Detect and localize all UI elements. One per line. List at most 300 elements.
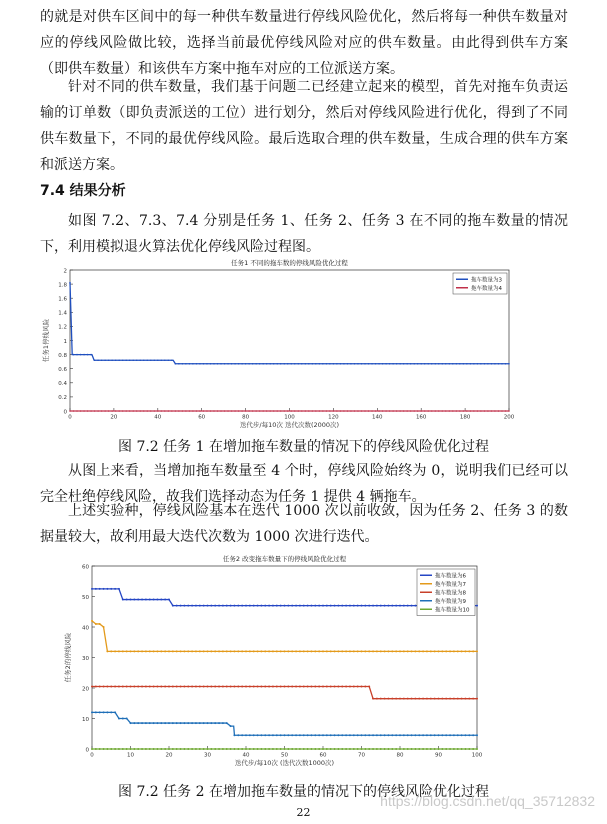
x-tick-label: 80 bbox=[242, 414, 250, 421]
data-point bbox=[149, 685, 151, 687]
data-point bbox=[110, 588, 112, 590]
data-point bbox=[457, 698, 459, 700]
data-point bbox=[156, 722, 158, 724]
data-point bbox=[372, 650, 374, 652]
data-point bbox=[343, 363, 345, 365]
data-point bbox=[195, 685, 197, 687]
data-point bbox=[172, 605, 174, 607]
data-point bbox=[291, 685, 293, 687]
data-point bbox=[143, 359, 145, 361]
data-point bbox=[108, 359, 110, 361]
data-point bbox=[468, 698, 470, 700]
data-point bbox=[141, 650, 143, 652]
data-point bbox=[312, 363, 314, 365]
data-point bbox=[110, 685, 112, 687]
data-point bbox=[257, 748, 259, 750]
data-point bbox=[87, 410, 89, 412]
data-point bbox=[175, 410, 177, 412]
data-point bbox=[153, 359, 155, 361]
data-point bbox=[357, 605, 359, 607]
data-point bbox=[268, 685, 270, 687]
data-point bbox=[350, 363, 352, 365]
data-point bbox=[449, 650, 451, 652]
data-point bbox=[411, 605, 413, 607]
data-point bbox=[272, 650, 274, 652]
data-point bbox=[303, 685, 305, 687]
data-point bbox=[314, 734, 316, 736]
data-point bbox=[187, 722, 189, 724]
data-point bbox=[249, 650, 251, 652]
data-point bbox=[237, 605, 239, 607]
data-point bbox=[476, 698, 478, 700]
data-point bbox=[341, 650, 343, 652]
data-point bbox=[253, 748, 255, 750]
x-tick-label: 70 bbox=[358, 752, 365, 759]
data-point bbox=[334, 685, 336, 687]
data-point bbox=[368, 410, 370, 412]
data-point bbox=[245, 685, 247, 687]
data-point bbox=[452, 410, 454, 412]
data-point bbox=[156, 748, 158, 750]
data-point bbox=[180, 685, 182, 687]
data-point bbox=[426, 698, 428, 700]
data-point bbox=[141, 685, 143, 687]
data-point bbox=[284, 650, 286, 652]
data-point bbox=[94, 410, 96, 412]
x-tick-label: 90 bbox=[435, 752, 442, 759]
data-point bbox=[183, 722, 185, 724]
data-point bbox=[287, 685, 289, 687]
data-point bbox=[361, 605, 363, 607]
data-point bbox=[262, 410, 264, 412]
data-point bbox=[226, 650, 228, 652]
data-point bbox=[457, 650, 459, 652]
x-tick-label: 180 bbox=[459, 414, 471, 421]
data-point bbox=[350, 410, 352, 412]
data-point bbox=[480, 363, 482, 365]
data-point bbox=[210, 722, 212, 724]
data-point bbox=[220, 410, 222, 412]
data-point bbox=[268, 650, 270, 652]
y-tick-label: 0 bbox=[63, 409, 67, 416]
data-point bbox=[108, 410, 110, 412]
data-point bbox=[276, 748, 278, 750]
data-point bbox=[445, 748, 447, 750]
data-point bbox=[334, 605, 336, 607]
data-point bbox=[164, 685, 166, 687]
data-point bbox=[97, 359, 99, 361]
data-point bbox=[308, 363, 310, 365]
data-point bbox=[418, 698, 420, 700]
data-point bbox=[218, 748, 220, 750]
data-point bbox=[114, 588, 116, 590]
data-point bbox=[203, 685, 205, 687]
data-point bbox=[449, 363, 451, 365]
data-point bbox=[133, 685, 135, 687]
data-point bbox=[368, 685, 370, 687]
data-point bbox=[330, 605, 332, 607]
data-point bbox=[195, 722, 197, 724]
data-point bbox=[106, 711, 108, 713]
data-point bbox=[470, 363, 472, 365]
data-point bbox=[391, 605, 393, 607]
paragraph-intro: 的就是对供车区间中的每一种供车数量进行停线风险优化，然后将每一种供车数量对应的停线风险做比较，选择当前最优停线风险对应的供车数量。由此得到供车方案（即供车数量）和该供车方案中拖车对应的工位派送方案。 bbox=[40, 9, 568, 77]
data-point bbox=[132, 410, 134, 412]
y-tick-label: 40 bbox=[82, 625, 89, 632]
data-point bbox=[237, 734, 239, 736]
data-point bbox=[203, 650, 205, 652]
series-3 bbox=[91, 685, 478, 699]
data-point bbox=[73, 354, 75, 356]
data-point bbox=[310, 685, 312, 687]
data-point bbox=[283, 363, 285, 365]
data-point bbox=[472, 748, 474, 750]
data-point bbox=[466, 410, 468, 412]
x-tick-label: 30 bbox=[204, 752, 211, 759]
data-point bbox=[182, 410, 184, 412]
data-point bbox=[431, 363, 433, 365]
data-point bbox=[266, 410, 268, 412]
data-point bbox=[372, 734, 374, 736]
data-point bbox=[349, 685, 351, 687]
data-point bbox=[326, 685, 328, 687]
data-point bbox=[226, 685, 228, 687]
data-point bbox=[414, 650, 416, 652]
data-point bbox=[260, 650, 262, 652]
data-point bbox=[206, 410, 208, 412]
data-point bbox=[314, 748, 316, 750]
series-line bbox=[92, 686, 477, 698]
data-point bbox=[420, 363, 422, 365]
data-point bbox=[257, 734, 259, 736]
y-tick-label: 60 bbox=[82, 564, 89, 571]
data-point bbox=[187, 650, 189, 652]
data-point bbox=[307, 748, 309, 750]
data-point bbox=[453, 698, 455, 700]
data-point bbox=[464, 748, 466, 750]
data-point bbox=[130, 685, 132, 687]
data-point bbox=[99, 711, 101, 713]
data-point bbox=[268, 748, 270, 750]
data-point bbox=[213, 410, 215, 412]
data-point bbox=[322, 748, 324, 750]
data-point bbox=[376, 748, 378, 750]
data-point bbox=[424, 410, 426, 412]
data-point bbox=[230, 650, 232, 652]
data-point bbox=[387, 650, 389, 652]
data-point bbox=[218, 722, 220, 724]
data-point bbox=[372, 748, 374, 750]
data-point bbox=[307, 650, 309, 652]
data-point bbox=[364, 650, 366, 652]
data-point bbox=[330, 748, 332, 750]
data-point bbox=[318, 685, 320, 687]
data-point bbox=[284, 685, 286, 687]
data-point bbox=[210, 748, 212, 750]
data-point bbox=[337, 685, 339, 687]
data-point bbox=[153, 599, 155, 601]
data-point bbox=[110, 650, 112, 652]
data-point bbox=[310, 734, 312, 736]
data-point bbox=[214, 685, 216, 687]
data-point bbox=[347, 363, 349, 365]
data-point bbox=[414, 698, 416, 700]
data-point bbox=[334, 734, 336, 736]
data-point bbox=[438, 650, 440, 652]
data-point bbox=[299, 685, 301, 687]
data-point bbox=[118, 718, 120, 720]
data-point bbox=[264, 734, 266, 736]
data-point bbox=[422, 734, 424, 736]
data-point bbox=[126, 718, 128, 720]
data-point bbox=[305, 363, 307, 365]
data-point bbox=[106, 748, 108, 750]
data-point bbox=[431, 410, 433, 412]
legend-label: 拖车数量为7 bbox=[435, 582, 466, 588]
x-axis-label: 迭代步/每10次 (迭代次数1000次) bbox=[234, 759, 335, 767]
data-point bbox=[290, 410, 292, 412]
series-2 bbox=[91, 620, 478, 653]
data-point bbox=[399, 650, 401, 652]
data-point bbox=[461, 698, 463, 700]
data-point bbox=[257, 685, 259, 687]
legend-label: 拖车数量为4 bbox=[471, 286, 502, 292]
data-point bbox=[399, 748, 401, 750]
data-point bbox=[376, 605, 378, 607]
data-point bbox=[410, 363, 412, 365]
data-point bbox=[189, 410, 191, 412]
data-point bbox=[118, 650, 120, 652]
data-point bbox=[189, 363, 191, 365]
data-point bbox=[264, 748, 266, 750]
data-point bbox=[399, 734, 401, 736]
data-point bbox=[257, 605, 259, 607]
data-point bbox=[122, 410, 124, 412]
data-point bbox=[176, 650, 178, 652]
data-point bbox=[262, 363, 264, 365]
data-point bbox=[207, 748, 209, 750]
data-point bbox=[199, 748, 201, 750]
legend-label: 拖车数量为3 bbox=[471, 277, 502, 284]
data-point bbox=[106, 685, 108, 687]
data-point bbox=[291, 650, 293, 652]
chart-title: 任务2 改变拖车数量下的停线风险优化过程 bbox=[222, 555, 347, 563]
data-point bbox=[280, 685, 282, 687]
data-point bbox=[361, 650, 363, 652]
data-point bbox=[477, 410, 479, 412]
data-point bbox=[146, 359, 148, 361]
data-point bbox=[407, 605, 409, 607]
data-point bbox=[125, 359, 127, 361]
data-point bbox=[411, 650, 413, 652]
figure-2-chart bbox=[54, 552, 494, 768]
data-point bbox=[505, 363, 507, 365]
data-point bbox=[330, 685, 332, 687]
data-point bbox=[175, 363, 177, 365]
data-point bbox=[97, 410, 99, 412]
data-point bbox=[133, 599, 135, 601]
data-point bbox=[457, 748, 459, 750]
data-point bbox=[375, 363, 377, 365]
data-point bbox=[149, 722, 151, 724]
data-point bbox=[231, 363, 233, 365]
data-point bbox=[276, 410, 278, 412]
data-point bbox=[101, 359, 103, 361]
data-point bbox=[183, 685, 185, 687]
chart-title: 任务1 不同的拖车数的停线风险优化过程 bbox=[231, 259, 348, 267]
data-point bbox=[476, 748, 478, 750]
data-point bbox=[403, 410, 405, 412]
data-point bbox=[480, 410, 482, 412]
data-point bbox=[249, 685, 251, 687]
y-tick-label: 0 bbox=[85, 747, 89, 754]
data-point bbox=[378, 363, 380, 365]
x-tick-label: 10 bbox=[127, 752, 134, 759]
data-point bbox=[434, 650, 436, 652]
data-point bbox=[136, 359, 138, 361]
data-point bbox=[241, 363, 243, 365]
data-point bbox=[330, 734, 332, 736]
data-point bbox=[106, 650, 108, 652]
data-point bbox=[272, 605, 274, 607]
data-point bbox=[378, 410, 380, 412]
data-point bbox=[414, 734, 416, 736]
data-point bbox=[226, 722, 228, 724]
data-point bbox=[410, 410, 412, 412]
data-point bbox=[403, 734, 405, 736]
data-point bbox=[183, 605, 185, 607]
data-point bbox=[334, 650, 336, 652]
data-point bbox=[103, 711, 105, 713]
data-point bbox=[83, 354, 85, 356]
data-point bbox=[214, 748, 216, 750]
data-point bbox=[217, 410, 219, 412]
data-point bbox=[384, 605, 386, 607]
x-tick-label: 50 bbox=[281, 752, 288, 759]
legend-label: 拖车数量为6 bbox=[435, 573, 466, 580]
data-point bbox=[340, 410, 342, 412]
data-point bbox=[368, 734, 370, 736]
data-point bbox=[245, 734, 247, 736]
data-point bbox=[115, 410, 117, 412]
data-point bbox=[217, 363, 219, 365]
data-point bbox=[164, 599, 166, 601]
data-point bbox=[430, 734, 432, 736]
data-point bbox=[110, 748, 112, 750]
data-point bbox=[395, 605, 397, 607]
data-point bbox=[253, 734, 255, 736]
data-point bbox=[468, 734, 470, 736]
data-point bbox=[375, 410, 377, 412]
data-point bbox=[322, 605, 324, 607]
data-point bbox=[345, 734, 347, 736]
data-point bbox=[387, 698, 389, 700]
data-point bbox=[396, 363, 398, 365]
data-point bbox=[438, 698, 440, 700]
data-point bbox=[357, 410, 359, 412]
data-point bbox=[80, 354, 82, 356]
data-point bbox=[101, 410, 103, 412]
data-point bbox=[310, 605, 312, 607]
data-point bbox=[191, 722, 193, 724]
data-point bbox=[329, 410, 331, 412]
data-point bbox=[264, 605, 266, 607]
data-point bbox=[438, 363, 440, 365]
data-point bbox=[145, 722, 147, 724]
data-point bbox=[87, 354, 89, 356]
x-tick-label: 20 bbox=[165, 752, 173, 759]
y-tick-label: 1.4 bbox=[58, 310, 67, 317]
data-point bbox=[249, 605, 251, 607]
data-point bbox=[137, 748, 139, 750]
data-point bbox=[357, 748, 359, 750]
data-point bbox=[385, 363, 387, 365]
data-point bbox=[382, 410, 384, 412]
data-point bbox=[220, 363, 222, 365]
data-point bbox=[226, 605, 228, 607]
data-point bbox=[294, 410, 296, 412]
data-point bbox=[411, 734, 413, 736]
data-point bbox=[224, 363, 226, 365]
data-point bbox=[187, 685, 189, 687]
data-point bbox=[414, 748, 416, 750]
legend-label: 拖车数量为10 bbox=[435, 607, 470, 614]
data-point bbox=[453, 650, 455, 652]
data-point bbox=[449, 410, 451, 412]
data-point bbox=[168, 722, 170, 724]
data-point bbox=[125, 410, 127, 412]
data-point bbox=[341, 734, 343, 736]
data-point bbox=[368, 605, 370, 607]
data-point bbox=[395, 650, 397, 652]
data-point bbox=[203, 748, 205, 750]
data-point bbox=[330, 650, 332, 652]
data-point bbox=[391, 734, 393, 736]
data-point bbox=[472, 734, 474, 736]
y-tick-label: 1.2 bbox=[58, 324, 67, 331]
data-point bbox=[183, 748, 185, 750]
data-point bbox=[326, 410, 328, 412]
series-5 bbox=[91, 748, 478, 750]
data-point bbox=[266, 363, 268, 365]
data-point bbox=[349, 650, 351, 652]
data-point bbox=[322, 650, 324, 652]
data-point bbox=[297, 410, 299, 412]
data-point bbox=[395, 734, 397, 736]
data-point bbox=[376, 734, 378, 736]
x-tick-label: 200 bbox=[503, 414, 515, 421]
data-point bbox=[463, 410, 465, 412]
data-point bbox=[441, 410, 443, 412]
data-point bbox=[187, 605, 189, 607]
data-point bbox=[380, 650, 382, 652]
data-point bbox=[380, 748, 382, 750]
data-point bbox=[276, 734, 278, 736]
data-point bbox=[210, 650, 212, 652]
data-point bbox=[280, 410, 282, 412]
data-point bbox=[252, 410, 254, 412]
data-point bbox=[276, 650, 278, 652]
data-point bbox=[137, 685, 139, 687]
data-point bbox=[210, 685, 212, 687]
data-point bbox=[95, 588, 97, 590]
data-point bbox=[172, 748, 174, 750]
x-tick-label: 60 bbox=[198, 414, 206, 421]
data-point bbox=[176, 748, 178, 750]
data-point bbox=[418, 748, 420, 750]
data-point bbox=[122, 718, 124, 720]
y-tick-label: 0.2 bbox=[58, 395, 67, 402]
